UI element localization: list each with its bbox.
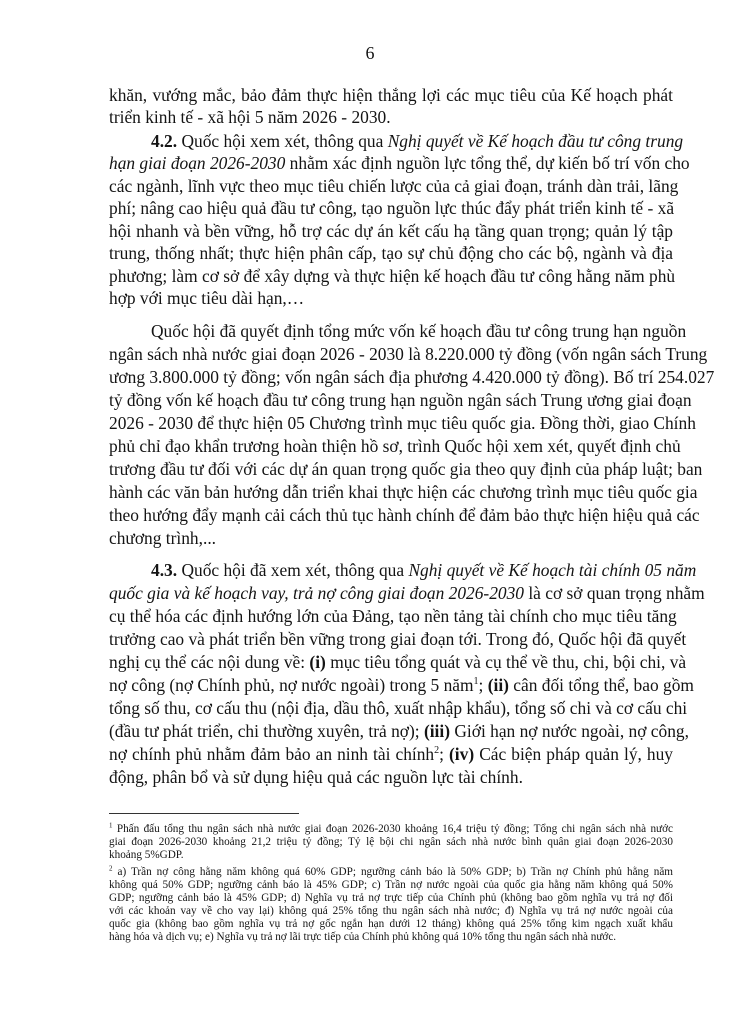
footnote-ref[interactable]: 1 (473, 676, 479, 688)
enum-marker: (iii) (423, 721, 451, 741)
footnote-line (109, 823, 673, 836)
body-line: động, phân bổ và sử dụng hiệu quả các nguồn lực tài chính. (109, 767, 523, 787)
footnote-text: Phấn đấu tổng thu ngân sách nhà nước giai đoạn 2026-2030 khoảng 16,4 triệu tỷ đồng; Tổng chi ngân sách nhà nước (112, 823, 673, 835)
body-text: là cơ sở quan trọng nhằm (524, 583, 705, 603)
body-line: trương đầu tư đối với các dự án quan trọng quốc gia theo quy định của pháp luật; ban (109, 459, 703, 479)
body-line: các ngành, lĩnh vực theo mục tiêu chiến lược của cả giai đoạn, tránh dàn trải, lãng (109, 176, 679, 196)
section-number: 4.2. (151, 131, 178, 151)
footnote-line (109, 866, 673, 879)
body-text: Giới hạn nợ nước ngoài, nợ công, (450, 721, 689, 741)
resolution-title: Nghị quyết về Kế hoạch tài chính 05 năm (408, 560, 697, 580)
footnote-separator (109, 813, 299, 814)
body-line: cụ thể hóa các định hướng lớn của Đảng, tạo nền tảng tài chính cho mục tiêu tăng (109, 606, 677, 626)
body-line: chương trình,... (109, 528, 217, 548)
body-text: nợ chính phủ nhằm đảm bảo an ninh tài chính (109, 744, 435, 764)
resolution-title: hạn giai đoạn 2026-2030 (109, 153, 286, 173)
body-line: ngân sách nhà nước giai đoạn 2026 - 2030 là 8.220.000 tỷ đồng (vốn ngân sách Trung (109, 344, 708, 364)
body-line (109, 582, 705, 604)
body-text: nợ công (nợ Chính phủ, nợ nước ngoài) trong 5 năm (109, 675, 474, 695)
body-text: nhằm xác định nguồn lực tổng thể, dự kiến bố trí vốn cho (285, 153, 690, 173)
body-line: 2026 - 2030 để thực hiện 05 Chương trình mục tiêu quốc gia. Đồng thời, giao Chính (109, 413, 696, 433)
body-text: Quốc hội đã xem xét, thông qua (177, 560, 409, 580)
body-line: phí; nâng cao hiệu quả đầu tư công, tạo nguồn lực thúc đẩy phát triển kinh tế - xã (109, 198, 675, 218)
body-text: mục tiêu tổng quát và cụ thể về thu, chi, bội chi, và (325, 652, 687, 672)
body-line: ương 3.800.000 tỷ đồng; vốn ngân sách địa phương 4.420.000 tỷ đồng). Bố trí 254.027 (109, 367, 715, 387)
enum-marker: (iv) (449, 744, 475, 764)
footnote-line: hàng hóa và dịch vụ; e) Nghĩa vụ trả nợ lãi trực tiếp của Chính phủ không quá 10% tổng thu ngân sách nhà nước. (109, 931, 617, 943)
body-line (109, 743, 673, 765)
footnote-ref[interactable]: 2 (434, 745, 440, 757)
body-text: ; (439, 744, 450, 764)
body-line: hành các văn bản hướng dẫn triển khai thực hiện các chương trình mục tiêu quốc gia (109, 482, 698, 502)
footnote-line: giai đoạn 2026-2030 khoảng 21,2 triệu tỷ đồng; Tỷ lệ bội chi ngân sách nhà nước bình quân giai đoạn 2026-2030 (109, 836, 673, 848)
enum-marker: (ii) (487, 675, 509, 695)
footnote-number: 1 (109, 821, 113, 830)
footnote-line: với các khoản vay về cho vay lại) không quá 25% tổng thu ngân sách nhà nước; đ) Nghĩa vụ trả nợ nước ngoài của (109, 905, 673, 917)
body-line (109, 152, 690, 174)
body-text: nghị cụ thể các nội dung về: (109, 652, 310, 672)
body-text: Quốc hội xem xét, thông qua (177, 131, 388, 151)
body-text: ; (478, 675, 488, 695)
page-number: 6 (365, 43, 375, 63)
body-line: phương; làm cơ sở để xây dựng và thực hiện kế hoạch đầu tư công hằng năm phù (109, 266, 676, 286)
resolution-title: Nghị quyết về Kế hoạch đầu tư công trung (387, 131, 684, 151)
body-line: hợp với mục tiêu dài hạn,… (109, 288, 305, 308)
footnote-line: khoảng 5%GDP. (109, 849, 184, 861)
resolution-title: quốc gia và kế hoạch vay, trả nợ công giai đoạn 2026-2030 (109, 583, 524, 603)
body-text: Các biện pháp quản lý, huy (474, 744, 673, 764)
body-line: trưởng cao và phát triển bền vững trong giai đoạn tới. Trong đó, Quốc hội đã quyết (109, 629, 687, 649)
body-line: trung, thống nhất; thực hiện phân cấp, tạo sự chủ động cho các bộ, ngành và địa (109, 243, 673, 263)
body-line: phủ chỉ đạo khẩn trương hoàn thiện hồ sơ, trình Quốc hội xem xét, quyết định chủ (109, 436, 681, 456)
body-line: theo hướng đẩy mạnh cải cách thủ tục hành chính để đảm bảo thực hiện hiệu quả các (109, 505, 700, 525)
footnote-text: a) Trần nợ công hằng năm không quá 60% GDP; ngưỡng cảnh báo là 50% GDP; b) Trần nợ Chính phủ hằng năm (112, 866, 673, 878)
body-line: tổng số thu, cơ cấu thu (nội địa, dầu thô, xuất nhập khẩu), tổng số chi và cơ cấu chi (109, 698, 688, 718)
body-line: hội nhanh và bền vững, hỗ trợ các dự án kết cấu hạ tầng quan trọng; quản lý tập (109, 221, 673, 241)
body-line: Quốc hội đã quyết định tổng mức vốn kế hoạch đầu tư công trung hạn nguồn (151, 321, 687, 341)
body-line: khăn, vướng mắc, bảo đảm thực hiện thắng lợi các mục tiêu của Kế hoạch phát (109, 85, 673, 105)
footnote-line: quốc gia (không bao gồm nghĩa vụ trả nợ gốc ngắn hạn dưới 12 tháng) không quá 25% tổng kim ngạch xuất khẩu (109, 918, 673, 930)
body-line: triển kinh tế - xã hội 5 năm 2026 - 2030. (109, 107, 391, 127)
footnote-line: không quá 50% GDP; ngưỡng cảnh báo là 45% GDP; c) Trần nợ nước ngoài của quốc gia hằng năm không quá 50% (109, 879, 673, 891)
section-4-3-line (151, 559, 697, 581)
section-number: 4.3. (151, 560, 178, 580)
enum-marker: (i) (309, 652, 326, 672)
body-line (109, 674, 694, 696)
section-4-2-line (151, 130, 684, 152)
body-line (109, 651, 687, 673)
body-line (109, 720, 689, 742)
body-text: (đầu tư phát triển, chi thường xuyên, trả nợ); (109, 721, 424, 741)
footnote-number: 2 (109, 864, 113, 873)
footnote-line: GDP; ngưỡng cảnh báo là 45% GDP; d) Nghĩa vụ trả nợ trực tiếp của Chính phủ (không bao gồm nghĩa vụ trả nợ đối (109, 892, 673, 904)
body-line: tỷ đồng vốn kế hoạch đầu tư công trung hạn nguồn ngân sách Trung ương giai đoạn (109, 390, 692, 410)
body-text: cân đối tổng thể, bao gồm (508, 675, 694, 695)
